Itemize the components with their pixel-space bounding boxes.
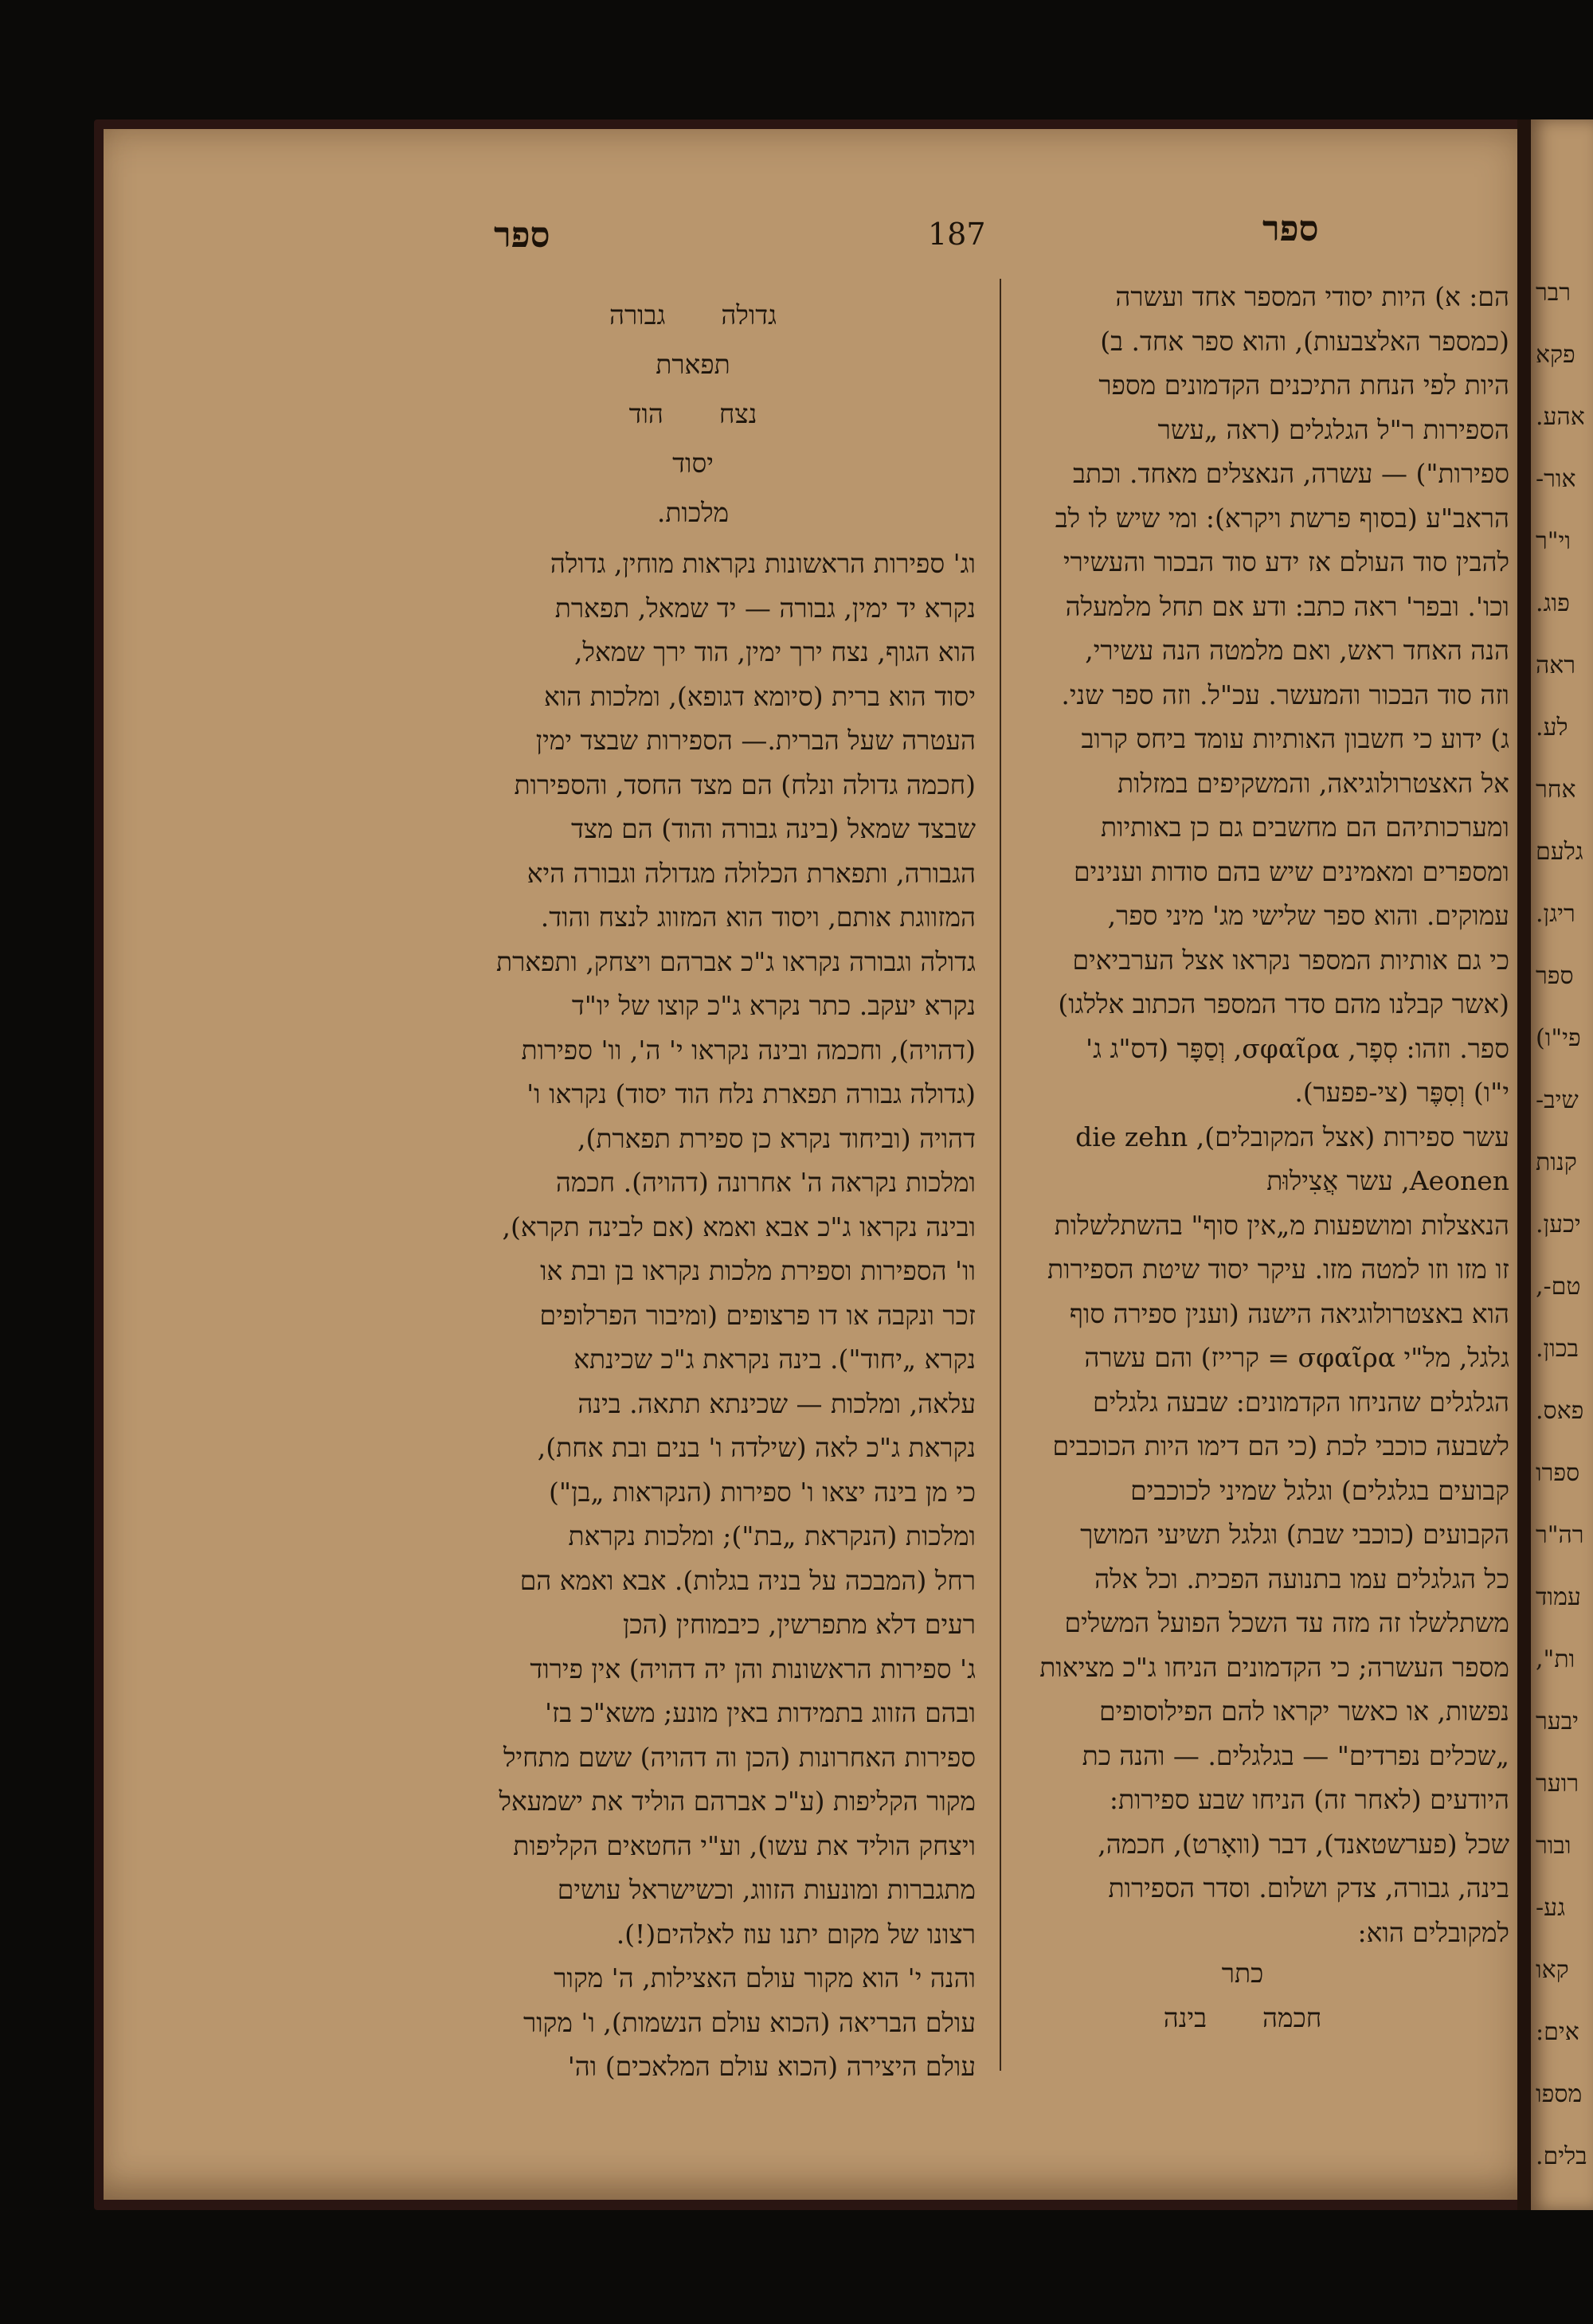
text-line: זו מזו וזו למטה מזו. עיקר יסוד שיטת הספירות xyxy=(1047,1254,1509,1285)
text-line: משתלשלו זה מזה עד השכל הפועל המשלים xyxy=(1064,1607,1509,1638)
next-page-fragment: רה"ר xyxy=(1536,1521,1584,1549)
left-column xyxy=(402,542,976,2089)
tree-row-netzach-hod xyxy=(414,389,972,439)
next-page-fragment: ראה xyxy=(1536,651,1575,679)
next-page-fragment: רבר xyxy=(1536,279,1571,307)
next-page-fragment: יכען. xyxy=(1536,1211,1581,1238)
text-line: ומלכות נקראה ה' אחרונה (דהויה). חכמה xyxy=(555,1167,976,1198)
text-line: היות לפי הנחת התיכנים הקדמונים מספר xyxy=(1098,370,1509,401)
text-line: ומלכות (הנקראת „בת"); ומלכות נקראת xyxy=(568,1520,976,1551)
text-line: כי מן בינה יצאו ו' ספירות (הנקראות „בן") xyxy=(549,1476,976,1508)
next-page-fragment: פקא xyxy=(1536,341,1575,369)
text-line: ספירות") — עשרה, הנאצלים מאחד. וכתב xyxy=(1072,458,1509,489)
text-line: ג' ספירות הראשונות והן יה דהויה) אין פירוד xyxy=(530,1653,976,1684)
text-line: נקרא יד ימין, גבורה — יד שמאל, תפארת xyxy=(554,592,976,624)
tree-malkhut: מלכות. xyxy=(656,497,730,528)
text-line: רצונו של מקום יתנו עוז לאלהים(!). xyxy=(616,1918,976,1950)
text-line: (גדולה גבורה תפארת נלח הוד יסוד) נקראו ו' xyxy=(526,1078,976,1109)
next-page-fragment: בלים. xyxy=(1536,2142,1587,2170)
text-line: ויצחק הוליד את עשו), וע"י החטאים הקליפות xyxy=(513,1829,976,1861)
text-line: נקראת ג"כ לאה (שילדה ו' בנים ובת אחת), xyxy=(537,1432,976,1463)
next-page-fragment: ובור xyxy=(1536,1832,1571,1860)
next-page-fragment: טם-, xyxy=(1536,1273,1581,1301)
text-line: וו' הספירות וספירת מלכות נקראו בן ובת או xyxy=(540,1255,976,1286)
next-page-fragment: קנות xyxy=(1536,1148,1577,1176)
text-line: רחל (המבכה על בניה בגלות). אבא ואמא הם xyxy=(519,1564,976,1596)
text-line: ובינה נקראו ג"כ אבא ואמא (אם לבינה תקרא), xyxy=(502,1211,976,1242)
next-page-fragment: אור- xyxy=(1536,465,1576,493)
text-line: דהויה (וביחוד נקרא כן ספירת תפארת), xyxy=(577,1122,976,1154)
next-page-fragment: אים: xyxy=(1536,2018,1579,2046)
next-page-fragment: שיב- xyxy=(1536,1086,1579,1114)
text-line: עולם היצירה (הכוא עולם המלאכים) וה' xyxy=(567,2051,976,2082)
right-column xyxy=(976,275,1509,1954)
text-line: העטרה שעל הברית.— הספירות שבצד ימין xyxy=(535,725,976,756)
text-line: (חכמה גדולה ונלח) הם מצד החסד, והספירות xyxy=(514,769,976,800)
text-line: נפשות, או כאשר יקראו להם הפילוסופים xyxy=(1099,1696,1509,1727)
text-line: הנאצלות ומושפעות מ„אין סוף" בהשתלשלות xyxy=(1054,1209,1509,1241)
tree-binah: בינה xyxy=(1163,2001,1207,2033)
tree-gedulah: גדולה xyxy=(721,299,777,331)
text-line: קבועים בגלגלים) וגלגל שמיני לכוכבים xyxy=(1130,1474,1509,1506)
text-line: (כמספר האלצבעות), והוא ספר אחד. ב) xyxy=(1100,325,1509,357)
next-page-fragment: אהע. xyxy=(1536,403,1585,431)
text-line: ומערכותיהם הם מחשבים גם כן באותיות xyxy=(1101,812,1509,843)
tree-gevurah: גבורה xyxy=(609,299,666,331)
tree-row-gedulah-gevurah xyxy=(414,291,972,340)
next-page-fragment: פאס. xyxy=(1536,1397,1584,1425)
text-line: מתגברות ומונעות הזווג, וכשישראל עושים xyxy=(557,1874,976,1905)
text-line: הנה האחד ראש, ואם מלמטה הנה עשירי, xyxy=(1085,635,1509,666)
text-line: נקרא „יחוד"). בינה נקראת ג"כ שכינתא xyxy=(573,1344,976,1375)
text-line: הקבועים (כוכבי שבת) וגלגל תשיעי המושך xyxy=(1080,1519,1509,1550)
next-page-fragment: קאו xyxy=(1536,1956,1569,1984)
text-line: עלאה, ומלכות — שכינתא תתאה. בינה xyxy=(577,1387,976,1419)
text-line: מקור הקליפות (ע"כ אברהם הוליד את ישמעאל xyxy=(499,1786,976,1817)
text-line: עשר ספירות (אצל המקובלים), die zehn xyxy=(1075,1121,1509,1152)
next-page-fragment: יבער xyxy=(1536,1708,1579,1735)
tree-netzach: נצח xyxy=(718,398,757,429)
text-line: הגבורה, ותפארת הכלולה מגדולה וגבורה היא xyxy=(526,857,976,889)
text-line: גדולה וגבורה נקראו ג"כ אברהם ויצחק, ותפארת xyxy=(495,945,976,977)
next-page-fragment: ספר xyxy=(1536,962,1574,990)
text-line: וכו'. ובפר' ראה כתב: ודע אם תחל מלמעלה xyxy=(1065,590,1509,622)
tree-chokhmah: חכמה xyxy=(1262,2001,1322,2033)
next-page-fragment: עמוד xyxy=(1536,1583,1581,1611)
text-line: בינה, גבורה, צדק ושלום. וסדר הספירות xyxy=(1108,1872,1509,1903)
text-line: הספירות ר"ל הגלגלים (ראה „עשר xyxy=(1157,413,1509,445)
text-line: ג) ידוע כי חשבון האותיות עומד ביחס קרוב xyxy=(1081,723,1509,754)
text-line: לשבעה כוכבי לכת (כי הם דימו היות הכוכבים xyxy=(1052,1430,1509,1461)
tree-keter: כתר xyxy=(1221,1958,1264,1989)
text-line: עולם הבריאה (הכוא עולם הנשמות), ו' מקור xyxy=(523,2006,976,2038)
right-sefirot-tree xyxy=(976,1951,1509,2040)
text-line: זכר ונקבה או דו פרצופים (ומיבור הפרלופים xyxy=(539,1299,976,1331)
text-line: הגלגלים שהניחו הקדמונים: שבעה גלגלים xyxy=(1093,1386,1509,1418)
text-line: Aeonen, עשר אֲצִילוּת xyxy=(1266,1165,1509,1196)
tree-hod: הוד xyxy=(628,398,663,429)
text-line: רעים דלא מתפרשין, כיבמוחין (הכן xyxy=(623,1609,976,1640)
next-page-fragment: אחר xyxy=(1536,776,1576,804)
left-sefirot-tree xyxy=(414,291,972,538)
text-line: גלגל, מל"י σφαῖρα = קרייז) והם עשרה xyxy=(1084,1342,1509,1373)
text-line: מספר העשרה; כי הקדמונים הניחו ג"כ מציאות xyxy=(1039,1651,1509,1683)
text-line: יסוד הוא ברית (סיומא דגופא), ומלכות הוא xyxy=(544,680,976,712)
text-line: הם: א) היות יסודי המספר אחד ועשרה xyxy=(1115,281,1509,312)
next-page-fragment: לע. xyxy=(1536,714,1568,741)
text-line: המזווגת אותם, ויסוד הוא המזווג לנצח והוד. xyxy=(540,902,976,933)
tree-yesod: יסוד xyxy=(672,448,714,479)
next-page-fragment: מספו xyxy=(1536,2080,1583,2108)
next-page-fragment: בכון. xyxy=(1536,1335,1579,1363)
next-page-fragment: גלעם xyxy=(1536,838,1583,866)
text-line: להבין סוד העולם אז ידע סוד הבכור והעשירי xyxy=(1063,546,1509,577)
text-line: נקרא יעקב. כתר נקרא ג"כ קוצו של יו"ד xyxy=(571,990,976,1021)
running-head-right: ספר xyxy=(1262,209,1319,249)
text-line: עמוקים. והוא ספר שלישי מג' מיני ספר, xyxy=(1107,900,1509,931)
text-line: כל הגלגלים עמו בתנועה הפכית. וכל אלה xyxy=(1094,1563,1509,1594)
text-line: והנה י' הוא מקור עולם האצילות, ה' מקור xyxy=(554,1962,976,1993)
next-page-fragment: פי"ו) xyxy=(1536,1024,1581,1052)
text-line: היודעים (לאחר זה) הניחו שבע ספירות: xyxy=(1109,1784,1509,1815)
text-line: וג' ספירות הראשונות נקראות מוחין, גדולה xyxy=(550,548,976,579)
text-line: כי גם אותיות המספר נקראו אצל הערביאים xyxy=(1072,944,1509,976)
text-line: אל האצטרולוגיאה, והמשקיפים במזלות xyxy=(1117,767,1509,799)
text-line: ספירות האחרונות (הכן וה דהויה) ששם מתחיל xyxy=(503,1741,976,1773)
text-line: וזה סוד הבכור והמעשר. עכ"ל. וזה ספר שני. xyxy=(1061,679,1509,710)
next-page-fragment: וי"ר xyxy=(1536,527,1571,555)
text-line: הוא באצטרולוגיאה הישנה (וענין ספירה סוף xyxy=(1069,1297,1509,1329)
text-line: למקובלים הוא: xyxy=(1357,1916,1509,1948)
next-page-edge xyxy=(1531,119,1593,2210)
text-line: ומספרים ומאמינים שיש בהם סודות וענינים xyxy=(1074,855,1509,887)
text-line: (אשר קבלנו מהם סדר המספר הכתוב אללגו) xyxy=(1058,988,1509,1019)
text-line: ספר. וזהו: סְפָר, σφαῖρα, וְסַפָּר (דס"ג ג' xyxy=(1086,1032,1509,1064)
text-line: שכל (פערשטאנד), דבר (וואָרט), חכמה, xyxy=(1098,1828,1509,1860)
tree-tiferet: תפארת xyxy=(656,349,730,380)
text-line: „שכלים נפרדים" — בגלגלים. — והנה כת xyxy=(1082,1739,1509,1771)
next-page-fragment: ות", xyxy=(1536,1645,1575,1673)
text-line: הראב"ע (בסוף פרשת ויקרא): ומי שיש לו לב xyxy=(1055,502,1509,534)
next-page-fragment: ספרו xyxy=(1536,1459,1580,1487)
page-number: 187 xyxy=(928,217,986,252)
next-page-fragment: ריגן. xyxy=(1536,900,1575,928)
running-head-left: ספר xyxy=(494,215,550,256)
next-page-fragment: פוג. xyxy=(1536,589,1570,617)
text-line: ובהם הזווג בתמידות באין מונע; משא"כ בז' xyxy=(544,1697,976,1728)
text-line: שבצד שמאל (בינה גבורה והוד) הם מצד xyxy=(570,813,976,844)
text-line: (דהויה), וחכמה ובינה נקראו י' ה', וו' ספירות xyxy=(521,1034,976,1066)
next-page-fragment: רוער xyxy=(1536,1770,1579,1798)
tree-row-chokhmah-binah xyxy=(976,1996,1509,2040)
next-page-fragment: גע- xyxy=(1536,1894,1566,1922)
text-line: הוא הגוף, נצח ירך ימין, הוד ירך שמאל, xyxy=(574,636,976,667)
text-line: י"ו) וְסִפֶּר (צי-פפער). xyxy=(1294,1077,1509,1108)
